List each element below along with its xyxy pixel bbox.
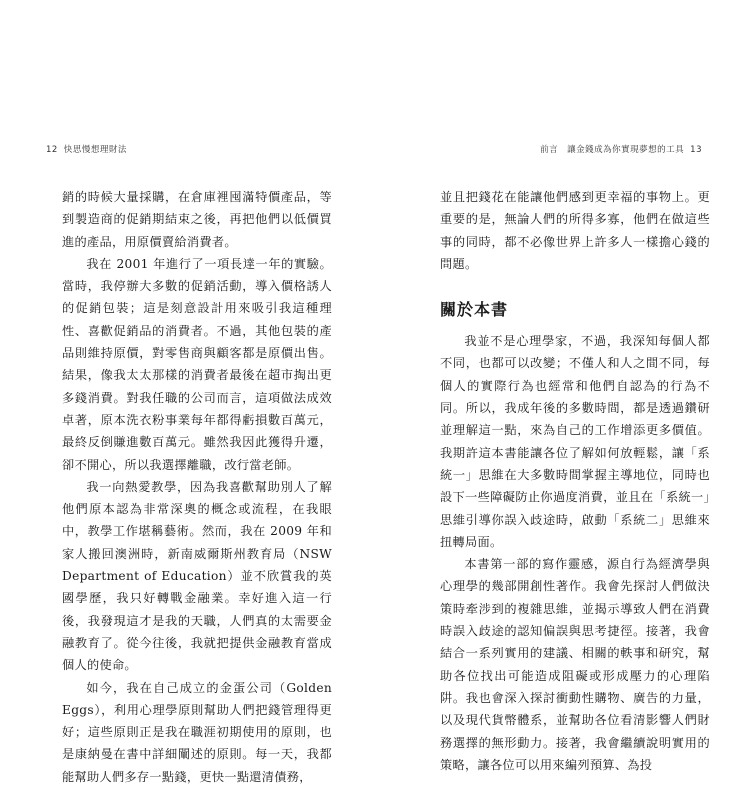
- left-paragraph: 銷的時候大量採購，在倉庫裡囤滿特價產品，等到製造商的促銷期結束之後，再把他們以低價買進的產品，用原價賣給消費者。: [62, 190, 332, 249]
- right-paragraph: 我並不是心理學家，不過，我深知每個人都不同，也都可以改變；不僅人和人之間不同，每個人的實際行為也經常和他們自認為的行為不同。所以，我成年後的多數時間，都是透過鑽研並理解這一點，來為自己的工作增添更多價值。我期許這本書能讓各位了解如何放輕鬆，讓「系統一」思維在大多數時間掌握主導地位，同時也設下一些障礙防止你過度消費，並且在「系統一」思維引導你誤入歧途時，啟動「系統二」思維來扭轉局面。: [440, 334, 710, 549]
- right-running-header: [540, 143, 708, 155]
- right-paragraph: 本書第一部的寫作靈感，源自行為經濟學與心理學的幾部開創性著作。我會先探討人們做決策時牽涉到的複雜思維，並揭示導致人們在消費時誤入歧途的認知偏誤與思考捷徑。接著，我會結合一系列實用的建議、相關的軼事和研究，幫助各位找出可能造成阻礙或形成壓力的心理陷阱。我也會深入探討衝動性購物、廣告的力量，以及現代貨幣體系，並幫助各位看清影響人們財務選擇的無形動力。接著，我會繼續說明實用的策略，讓各位可以用來編列預算、為投: [440, 557, 710, 772]
- left-paragraph: 如今，我在自己成立的金蛋公司（Golden Eggs），利用心理學原則幫助人們把錢管理得更好；這些原則正是我在職涯初期使用的原則，也是康納曼在書中詳細闡述的原則。每一天，我都能幫助人們多存一點錢，更快一點還清債務，: [62, 680, 332, 784]
- left-paragraph: 我在 2001 年進行了一項長達一年的實驗。當時，我停辦大多數的促銷活動，導入價格誘人的促銷包裝；這是刻意設計用來吸引我這種理性、喜歡促銷品的消費者。不過，其他包裝的產品則維持原價，對零售商與顧客都是原價出售。結果，像我太太那樣的消費者最後在超市掏出更多錢消費。對我任職的公司而言，這項做法成效卓著，原本洗衣粉事業每年都得虧損數百萬元，最終反倒賺進數百萬元。雖然我因此獲得升遷，卻不開心，所以我選擇離職，改行當老師。: [62, 256, 332, 472]
- right-page-body: [440, 186, 710, 776]
- left-paragraph: 我一向熱愛教學，因為我喜歡幫助別人了解他們原本認為非常深奧的概念或流程，在我眼中，教學工作堪稱藝術。然而，我在 2009 年和家人搬回澳洲時，新南威爾斯州教育局（NSW Department of Education）並不欣賞我的英國學歷，我只好轉戰金融業。幸好進入這一行後，我發現這才是我的天職，人們真的太需要金融教育了。從今往後，我就把提供金融教育當成個人的使命。: [62, 479, 332, 673]
- left-running-header: [40, 143, 127, 155]
- right-page-number: 13: [690, 145, 702, 155]
- right-continuation-paragraph: 並且把錢花在能讓他們感到更幸福的事物上。更重要的是，無論人們的所得多寡，他們在做這些事的同時，都不必像世界上許多人一樣擔心錢的問題。: [440, 190, 710, 271]
- right-running-head: 前言 讓金錢成為你實現夢想的工具: [540, 145, 685, 155]
- section-title: 關於本書: [440, 300, 509, 320]
- left-running-head: 快思慢想理財法: [63, 145, 127, 155]
- left-page-body: [62, 186, 332, 788]
- left-page-number: 12: [46, 145, 58, 155]
